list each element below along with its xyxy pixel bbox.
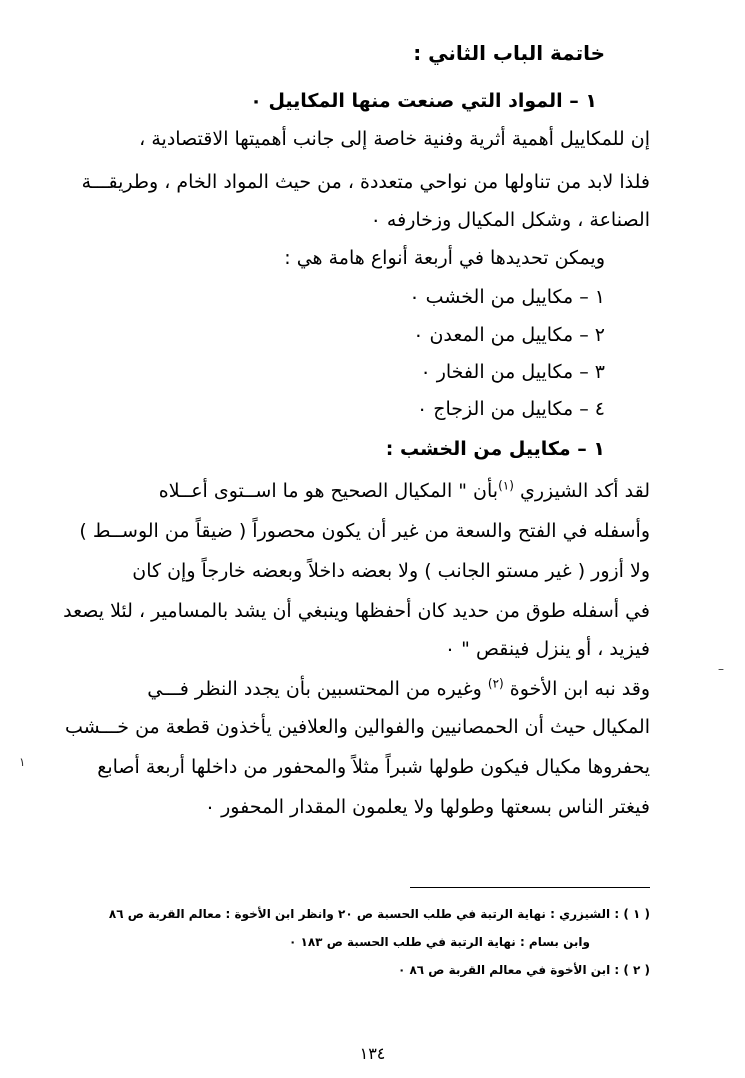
- footnote-ref-2: (٢): [487, 676, 504, 691]
- para2-line1-end: وغيره من المحتسبين بأن يجدد النظر فـــي: [147, 678, 482, 700]
- chapter-conclusion-title: خاتمة الباب الثاني :: [413, 41, 605, 65]
- section-heading-wood: ١ – مكاييل من الخشب :: [385, 438, 605, 460]
- para1-line-2: وأسفله في الفتح والسعة من غير أن يكون محصوراً ( ضيقاً من الوســط ): [79, 520, 650, 542]
- margin-mark: ١: [19, 755, 26, 769]
- intro-line-1: إن للمكاييل أهمية أثرية وفنية خاصة إلى جانب أهميتها الاقتصادية ،: [139, 128, 650, 150]
- footnote-separator: [410, 887, 650, 888]
- para2-line-3: يحفروها مكيال فيكون طولها شبراً مثلاً والمحفور من داخلها أربعة أصابع: [97, 756, 650, 778]
- para1-line-1: [159, 479, 650, 503]
- para2-line-2: المكيال حيث أن الحمصانيين والفوالين والعلافين يأخذون قطعة من خـــشب: [65, 716, 650, 738]
- para1-line-5: فيزيد ، أو ينزل فينقص " ٠: [444, 638, 650, 660]
- para2-line-1: [147, 677, 650, 701]
- type-item-pottery: ٣ – مكاييل من الفخار ٠: [420, 361, 605, 383]
- section-heading-materials: ١ – المواد التي صنعت منها المكاييل ٠: [250, 90, 597, 112]
- footnote-ref-1: (١): [498, 478, 514, 493]
- intro-line-3: الصناعة ، وشكل المكيال وزخارفه ٠: [370, 209, 650, 231]
- para2-line1-start: وقد نبه ابن الأخوة: [509, 678, 650, 700]
- para1-line1-start: لقد أكد الشيزري: [519, 480, 650, 502]
- para2-line-4: فيغتر الناس بسعتها وطولها ولا يعلمون المقدار المحفور ٠: [204, 796, 650, 818]
- type-item-glass: ٤ – مكاييل من الزجاج ٠: [417, 398, 605, 420]
- intro-line-2: فلذا لابد من تناولها من نواحي متعددة ، من حيث المواد الخام ، وطريقـــة: [81, 171, 650, 193]
- types-intro: ويمكن تحديدها في أربعة أنواع هامة هي :: [284, 247, 605, 269]
- footnote-1: ( ١ ) : الشيزري : نهاية الرتبة في طلب الحسبة ص ٢٠ وانظر ابن الأخوة : معالم القربة ص ٨٦: [108, 907, 650, 921]
- footnote-2: ( ٢ ) : ابن الأخوة في معالم القربة ص ٨٦ ٠: [397, 963, 650, 977]
- para1-line-3: ولا أزور ( غير مستو الجانب ) ولا بعضه داخلاً وبعضه خارجاً وإن كان: [132, 560, 650, 582]
- type-item-metal: ٢ – مكاييل من المعدن ٠: [413, 324, 605, 346]
- para1-line1-end: بأن " المكيال الصحيح هو ما اســتوى أعــلاه: [158, 480, 499, 502]
- footnote-1-continued: وابن بسام : نهاية الرتبة في طلب الحسبة ص ١٨٣ ٠: [289, 935, 590, 949]
- page-number: ١٣٤: [359, 1044, 386, 1063]
- margin-dash: –: [718, 662, 724, 676]
- para1-line-4: في أسفله طوق من حديد كان أحفظها وينبغي أن يشد بالمسامير ، لئلا يصعد: [63, 600, 650, 622]
- type-item-wood: ١ – مكاييل من الخشب ٠: [409, 286, 605, 308]
